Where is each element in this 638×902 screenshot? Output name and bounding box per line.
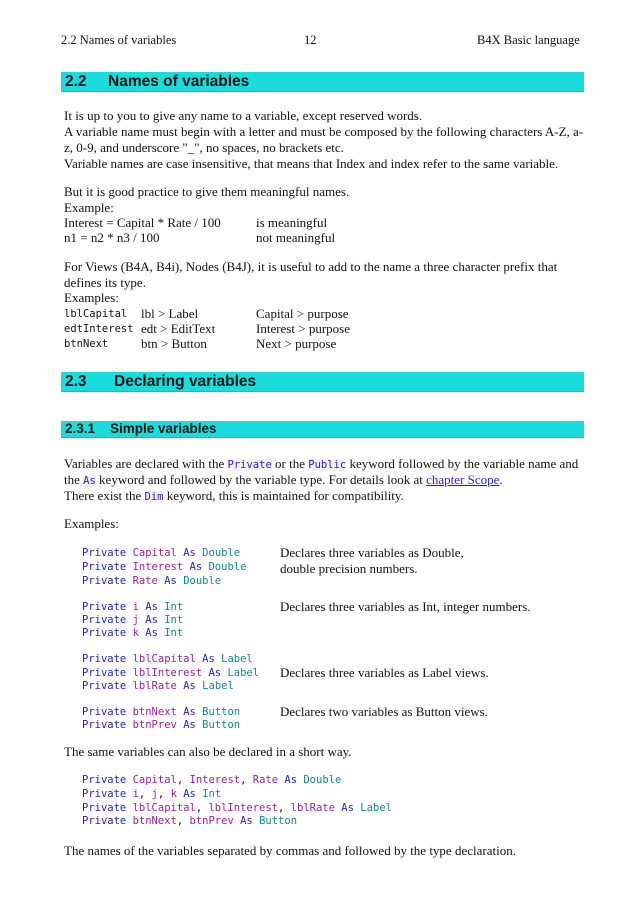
example-expression: Interest = Capital * Rate / 100: [64, 215, 221, 230]
code-line: Private i As Int: [82, 601, 184, 613]
section-number: 2.2: [65, 73, 87, 90]
example-note: is meaningful: [256, 215, 328, 230]
code-line: Private lblCapital As Label: [82, 653, 253, 665]
paragraph-line: Variable names are case insensitive, that means that Index and index refer to the same variable.: [64, 156, 559, 171]
paragraph-line: defines its type.: [64, 275, 146, 290]
prefix-example-purpose: Interest > purpose: [256, 321, 350, 336]
code-description: Declares three variables as Label views.: [280, 665, 489, 680]
paragraph-line: The names of the variables separated by commas and followed by the type declaration.: [64, 843, 516, 858]
code-line: Private Rate As Double: [82, 575, 222, 587]
inline-keyword-private: Private: [227, 459, 272, 471]
prefix-example-purpose: Next > purpose: [256, 336, 337, 351]
code-line: Private lblCapital, lblInterest, lblRate As Label: [82, 802, 392, 814]
examples-label: Examples:: [64, 516, 119, 531]
text-run: .: [499, 472, 503, 487]
running-header-title: B4X Basic language: [477, 33, 580, 47]
section-heading-names: [61, 72, 584, 92]
paragraph-line: It is up to you to give any name to a variable, except reserved words.: [64, 108, 423, 123]
chapter-scope-link[interactable]: chapter Scope: [426, 472, 500, 487]
paragraph-line: But it is good practice to give them meaningful names.: [64, 184, 350, 199]
inline-keyword-as: As: [83, 475, 96, 487]
page-number: 12: [304, 33, 317, 47]
subsection-title: Simple variables: [110, 421, 217, 436]
code-line: Private Interest As Double: [82, 561, 247, 573]
code-description: Declares three variables as Int, integer numbers.: [280, 599, 531, 614]
paragraph-line: [64, 456, 578, 472]
code-line: Private Capital, Interest, Rate As Double: [82, 774, 342, 786]
example-note: not meaningful: [256, 230, 336, 245]
paragraph-line: A variable name must begin with a letter and must be composed by the following characters A-Z, a-: [64, 124, 584, 139]
paragraph-line: For Views (B4A, B4i), Nodes (B4J), it is useful to add to the name a three character prefix that: [64, 259, 558, 274]
text-run: the: [64, 472, 84, 487]
prefix-example-prefix: btn > Button: [141, 336, 207, 351]
code-line: Private lblRate As Label: [82, 680, 234, 692]
text-run: keyword, this is maintained for compatibility.: [163, 488, 404, 503]
code-line: Private btnNext, btnPrev As Button: [82, 815, 298, 827]
code-description: Declares three variables as Double,: [280, 545, 464, 560]
running-header-section: 2.2 Names of variables: [61, 33, 177, 47]
code-line: Private i, j, k As Int: [82, 788, 222, 800]
code-line: Private lblInterest As Label: [82, 667, 260, 679]
text-run: or the: [271, 456, 309, 471]
paragraph-line: The same variables can also be declared in a short way.: [64, 744, 352, 759]
prefix-example-name: edtInterest: [64, 323, 134, 335]
prefix-example-name: btnNext: [64, 338, 109, 350]
inline-keyword-public: Public: [308, 459, 347, 471]
paragraph-line: Examples:: [64, 290, 119, 305]
inline-keyword-dim: Dim: [144, 491, 164, 503]
example-expression: n1 = n2 * n3 / 100: [64, 230, 160, 245]
paragraph-line: [64, 472, 503, 488]
section-title: Names of variables: [108, 73, 250, 90]
paragraph-line: [64, 488, 404, 504]
code-line: Private k As Int: [82, 627, 184, 639]
code-description: double precision numbers.: [280, 561, 418, 576]
section-title: Declaring variables: [114, 373, 257, 390]
text-run: Variables are declared with the: [64, 456, 228, 471]
paragraph-line: Example:: [64, 200, 114, 215]
prefix-example-name: lblCapital: [64, 308, 128, 320]
code-line: Private btnPrev As Button: [82, 719, 241, 731]
subsection-number: 2.3.1: [65, 421, 96, 436]
section-heading-declaring: [61, 372, 584, 392]
section-number: 2.3: [65, 373, 87, 390]
prefix-example-prefix: lbl > Label: [141, 306, 199, 321]
text-run: There exist the: [64, 488, 145, 503]
paragraph-line: z, 0-9, and underscore "_", no spaces, no brackets etc.: [64, 140, 344, 155]
subsection-heading-simple: [61, 421, 584, 438]
code-line: Private Capital As Double: [82, 547, 241, 559]
text-run: keyword and followed by the variable type. For details look at: [95, 472, 427, 487]
code-line: Private j As Int: [82, 614, 184, 626]
prefix-example-purpose: Capital > purpose: [256, 306, 349, 321]
code-line: Private btnNext As Button: [82, 706, 241, 718]
prefix-example-prefix: edt > EditText: [141, 321, 216, 336]
text-run: keyword followed by the variable name and: [346, 456, 579, 471]
code-description: Declares two variables as Button views.: [280, 704, 488, 719]
